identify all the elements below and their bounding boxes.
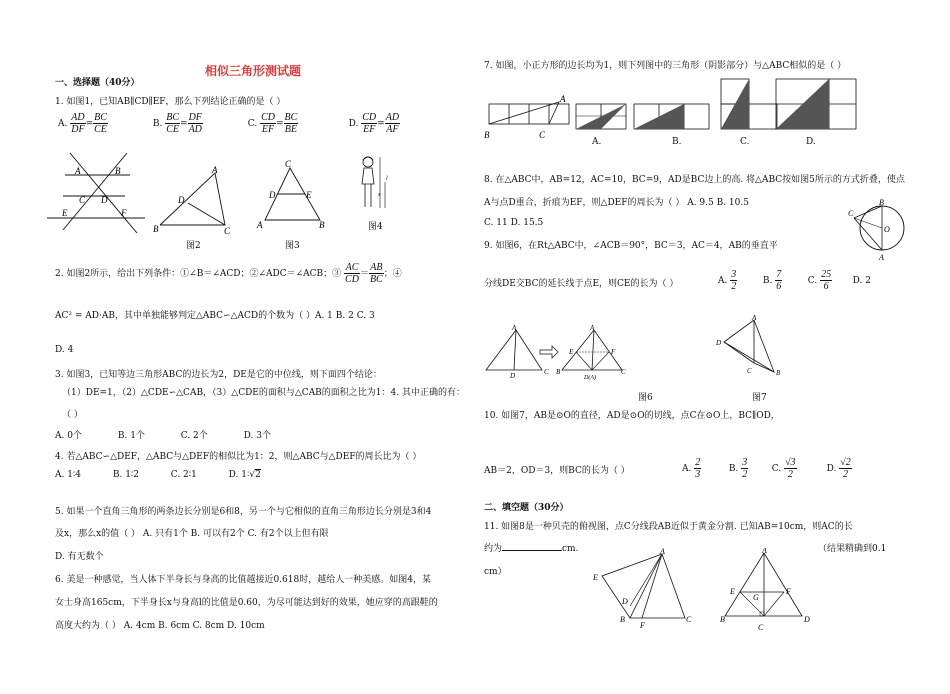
- q2-option-d[interactable]: D. 4: [55, 345, 74, 355]
- svg-text:A: A: [257, 220, 263, 230]
- q2-text: 2. 如图2所示，给出下列条件：①∠B＝∠ACD；②∠ADC＝∠ACB；③ $\frac{AC}{CD}$ ＝ $\frac{AB}{BC}$ ；④: [55, 262, 402, 285]
- q7-figures: [484, 74, 889, 152]
- svg-text:O: O: [884, 225, 890, 234]
- q4-options: [55, 470, 261, 480]
- q9-option-a[interactable]: A. $\frac{3}{2}$: [718, 269, 737, 292]
- q10-option-b[interactable]: B. $\frac{3}{2}$: [728, 457, 748, 480]
- svg-text:C: C: [539, 130, 546, 140]
- section-fill: 二、填空题（30分）: [484, 503, 569, 513]
- svg-text:F: F: [121, 208, 127, 218]
- section-choice: 一、选择题（40分）: [55, 78, 140, 88]
- q7-option-a[interactable]: A.: [592, 137, 602, 147]
- q5-text-b: 及x，那么x的值（ ） A. 只有1个 B. 可以有2个 C. 有2个以上但有限: [55, 529, 329, 539]
- svg-text:E: E: [306, 190, 312, 200]
- figure-circle-q10: [848, 196, 918, 264]
- svg-text:D: D: [510, 372, 516, 380]
- svg-text:C: C: [544, 368, 549, 376]
- svg-text:C: C: [686, 615, 692, 624]
- svg-text:A: A: [590, 324, 595, 332]
- svg-text:A: A: [762, 548, 767, 555]
- svg-text:G: G: [753, 593, 759, 602]
- q9-text-b: 分线DE交BC的延长线于点E，则CE的长为（ ）: [484, 279, 679, 289]
- svg-text:C: C: [848, 209, 854, 218]
- svg-text:D: D: [804, 615, 810, 624]
- svg-text:l: l: [386, 176, 388, 182]
- svg-text:A: A: [512, 324, 517, 332]
- figure-6: [484, 322, 629, 382]
- q1-option-b[interactable]: B. $\frac{BC}{CE}$ = $\frac{DF}{AD}$: [152, 112, 202, 135]
- q9-option-c[interactable]: C. $\frac{25}{6}$: [807, 269, 832, 292]
- q1-text: 1. 如图1，已知AB∥CD∥EF，那么下列结论正确的是（ ）: [55, 97, 286, 107]
- q7-option-c-figure: [721, 79, 777, 129]
- svg-text:B: B: [720, 615, 725, 624]
- q1-option-c[interactable]: C. $\frac{CD}{EF}$ = $\frac{BC}{BE}$: [247, 112, 298, 135]
- q10-option-c[interactable]: C. $\frac{√3}{2}$: [771, 457, 796, 480]
- caption-fig3: 图3: [285, 241, 300, 251]
- q5-text: 5. 如果一个直角三角形的两条边长分别是6和8，另一个与它相似的直角三角形边长分别是3和4: [55, 507, 432, 517]
- q3-option-b[interactable]: B. 1个: [117, 431, 145, 441]
- q10-text-b: AB＝2，OD＝3，则BC的长为（ ）: [484, 466, 630, 476]
- q6-text-c: 高度大约为（ ） A. 4cm B. 6cm C. 8cm D. 10cm: [55, 621, 265, 631]
- q9-option-d[interactable]: D. 2: [852, 276, 871, 286]
- svg-text:A: A: [560, 94, 566, 104]
- caption-fig4: 图4: [368, 222, 383, 232]
- q3-text: 3. 如图3，已知等边三角形ABC的边长为2，DE是它的中位线，则下面四个结论：: [55, 370, 382, 380]
- svg-text:E: E: [730, 587, 735, 596]
- svg-text:E: E: [62, 208, 68, 218]
- q7-original-triangle: [484, 94, 569, 140]
- svg-text:A: A: [752, 315, 757, 322]
- caption-fig6: 图6: [638, 393, 653, 403]
- svg-text:C: C: [285, 159, 292, 169]
- q7-option-c[interactable]: C.: [740, 137, 750, 147]
- q9-text: 9. 如图6，在Rt△ABC中，∠ACB＝90°，BC＝3，AC＝4，AB的垂直平: [484, 241, 778, 251]
- q6-text-b: 女士身高165cm，下半身长x与身高l的比值是0.60，为尽可能达到好的效果，她应穿的高跟鞋的: [55, 598, 438, 608]
- q3-option-d[interactable]: D. 3个: [243, 431, 271, 441]
- svg-text:D: D: [622, 597, 628, 606]
- q11-note-b: cm）: [484, 567, 507, 577]
- q7-option-d-figure: [776, 79, 856, 129]
- svg-text:A: A: [212, 165, 218, 175]
- q9-options: [718, 269, 871, 292]
- svg-text:A: A: [879, 253, 884, 262]
- q4-option-b[interactable]: B. 1∶2: [112, 470, 140, 480]
- q1-option-d[interactable]: D. $\frac{CD}{EF}$ = $\frac{AD}{AF}$: [348, 112, 400, 135]
- q6-text: 6. 美是一种感觉，当人体下半身长与身高的比值越接近0.618时，越给人一种美感。如图4，某: [55, 575, 431, 585]
- q3-text-b: （1）DE=1，（2）△CDE∽△CAB，（3）△CDE的面积与△CAB的面积之比为1：4. 其中正确的有：: [62, 388, 465, 398]
- q3-options: [55, 428, 304, 441]
- svg-text:B: B: [484, 130, 490, 140]
- q2-text-b: AC² = AD·AB，其中单独能够判定△ABC∽△ACD的个数为（ ）A. 1 B. 2 C. 3: [55, 311, 375, 321]
- q7-option-b-figure: [634, 104, 709, 129]
- svg-text:A: A: [660, 548, 665, 556]
- q4-option-a[interactable]: A. 1∶4: [55, 470, 82, 480]
- svg-text:C: C: [758, 623, 764, 632]
- svg-text:D: D: [101, 195, 108, 205]
- q11-note: （结果精确到0.1: [818, 544, 887, 554]
- svg-text:D: D: [178, 195, 185, 205]
- svg-text:B: B: [620, 615, 625, 624]
- q11-text: 11. 如图8是一种贝壳的俯视图，点C分线段AB近似于黄金分割. 已知AB=10cm，则AC的长: [484, 522, 853, 532]
- svg-text:E: E: [569, 348, 574, 356]
- svg-text:C: C: [224, 226, 231, 236]
- q3-option-a[interactable]: A. 0个: [55, 431, 82, 441]
- svg-text:A: A: [75, 166, 81, 176]
- page-title: 相似三角形测试题: [205, 64, 302, 78]
- q9-option-b[interactable]: B. $\frac{7}{6}$: [762, 269, 782, 292]
- q11-answer-line: 约为 cm.: [484, 544, 579, 554]
- q3-paren: （ ）: [62, 410, 83, 420]
- q10-options: [682, 457, 852, 480]
- q3-option-c[interactable]: C. 2个: [180, 431, 208, 441]
- q7-option-a-figure: [576, 104, 626, 129]
- svg-text:D: D: [716, 339, 722, 347]
- q10-text: 10. 如图7，AB是⊙O的直径，AD是⊙O的切线，点C在⊙O上，BC∥OD，: [484, 411, 780, 421]
- q8-options-cd[interactable]: C. 11 D. 15.5: [484, 218, 544, 228]
- figure-1: [45, 148, 150, 233]
- figure-3: [255, 158, 330, 233]
- svg-text:D(A): D(A): [584, 375, 596, 381]
- svg-text:B: B: [776, 369, 781, 377]
- svg-text:B: B: [319, 220, 325, 230]
- q4-option-d[interactable]: D. 1∶√2: [228, 470, 261, 480]
- svg-text:F: F: [611, 348, 616, 356]
- caption-fig2: 图2: [186, 241, 201, 251]
- q10-option-a[interactable]: A. $\frac{2}{3}$: [682, 457, 701, 480]
- q7-text: 7. 如图，小正方形的边长均为1，则下列图中的三角形（阴影部分）与△ABC相似的是（ ）: [484, 61, 847, 71]
- svg-text:C: C: [747, 367, 752, 375]
- figure-9: [720, 548, 815, 634]
- figure-2: [150, 163, 235, 238]
- q10-option-d[interactable]: D. $\frac{√2}{2}$: [826, 457, 851, 480]
- q11-blank[interactable]: [502, 550, 562, 551]
- figure-4-woman: [352, 152, 392, 214]
- q1-options: [58, 112, 441, 135]
- svg-text:B: B: [153, 224, 159, 234]
- svg-text:C: C: [79, 195, 86, 205]
- caption-fig7: 图7: [752, 393, 767, 403]
- q1-option-a[interactable]: A. $\frac{AD}{DF}$ = $\frac{BC}{CE}$: [58, 112, 107, 135]
- q4-option-c[interactable]: C. 2∶1: [170, 470, 197, 480]
- q7-option-d[interactable]: D.: [806, 137, 816, 147]
- svg-text:B: B: [556, 368, 561, 376]
- figure-7: [714, 315, 794, 380]
- svg-text:F: F: [786, 587, 791, 596]
- svg-text:B: B: [879, 198, 884, 207]
- q8-text-b: A与点D重合，折痕为EF，则△DEF的周长为（ ） A. 9.5 B. 10.5: [484, 198, 749, 208]
- svg-text:x: x: [378, 192, 381, 198]
- svg-text:B: B: [115, 166, 121, 176]
- svg-text:E: E: [593, 573, 598, 582]
- q7-option-b[interactable]: B.: [672, 137, 682, 147]
- figure-8: [590, 548, 700, 630]
- svg-text:D: D: [269, 190, 276, 200]
- q8-text: 8. 在△ABC中，AB=12，AC=10，BC=9，AD是BC边上的高. 将△ABC按如图5所示的方式折叠，使点: [484, 175, 905, 185]
- svg-text:F: F: [640, 621, 645, 630]
- q5-option-d[interactable]: D. 有无数个: [55, 552, 104, 562]
- svg-text:C: C: [621, 368, 626, 376]
- q4-text: 4. 若△ABC∽△DEF，△ABC与△DEF的相似比为1：2，则△ABC与△DEF的周长比为（ ）: [55, 452, 422, 462]
